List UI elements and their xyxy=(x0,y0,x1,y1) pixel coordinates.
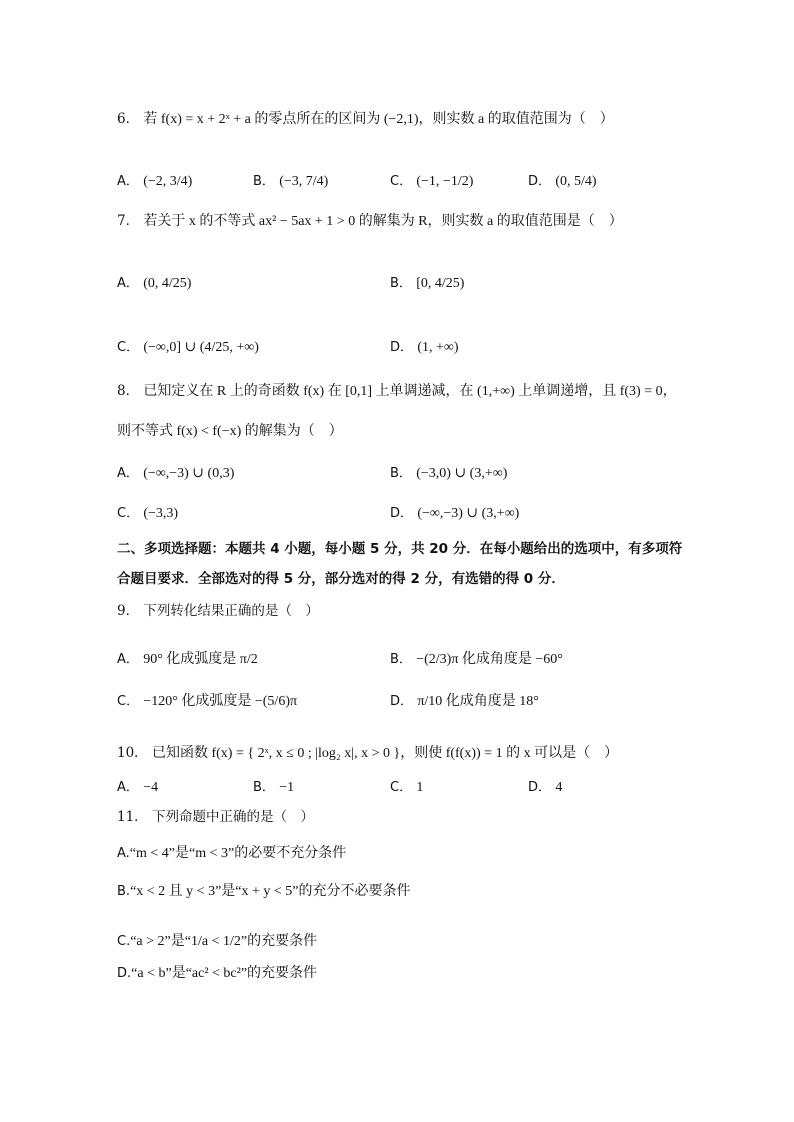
option-6a: A． (−2, 3/4) xyxy=(117,174,193,189)
option-7c: C． (−∞,0] ∪ (4/25, +∞) xyxy=(117,340,259,355)
question-6 xyxy=(117,108,687,131)
question-stem: 若 f(x) = x + 2ˣ + a 的零点所在的区间为 (−2,1)，则实数 a 的取值范围为（ ） xyxy=(143,112,614,127)
question-number: 8． xyxy=(117,383,140,399)
option-7a: A． (0, 4/25) xyxy=(117,276,192,291)
question-number: 7． xyxy=(117,213,140,229)
question-8 xyxy=(117,380,687,403)
question-number: 9． xyxy=(117,603,140,619)
option-6c: C． (−1, −1/2) xyxy=(390,174,474,189)
option-11a: A.“m < 4”是“m < 3”的必要不充分条件 xyxy=(117,846,347,861)
option-6b: B． (−3, 7/4) xyxy=(253,174,329,189)
question-stem: 已知函数 f(x) = { 2ˣ, x ≤ 0 ; |log₂ x|, x > 0 }，则使 f(f(x)) = 1 的 x 可以是（ ） xyxy=(151,746,619,761)
question-stem-continued: 则不等式 f(x) < f(−x) 的解集为（ ） xyxy=(117,424,343,439)
option-10c: C． 1 xyxy=(390,780,424,795)
option-11c: C.“a > 2”是“1/a < 1/2”的充要条件 xyxy=(117,934,318,949)
option-9b: B． −(2/3)π 化成角度是 −60° xyxy=(390,652,563,667)
question-stem: 下列命题中正确的是（ ） xyxy=(151,809,314,825)
question-stem: 已知定义在 R 上的奇函数 f(x) 在 [0,1] 上单调递减，在 (1,+∞) 上单调递增，且 f(3) = 0， xyxy=(143,384,677,399)
option-10d: D． 4 xyxy=(528,780,563,795)
option-9d: D． π/10 化成角度是 18° xyxy=(390,694,539,709)
question-9 xyxy=(117,600,687,622)
option-10b: B． −1 xyxy=(253,780,295,795)
option-8d: D． (−∞,−3) ∪ (3,+∞) xyxy=(390,506,520,521)
option-8b: B． (−3,0) ∪ (3,+∞) xyxy=(390,466,508,481)
question-number: 10． xyxy=(117,745,148,761)
question-10 xyxy=(117,742,687,765)
option-8a: A． (−∞,−3) ∪ (0,3) xyxy=(117,466,235,481)
option-9a: A． 90° 化成弧度是 π/2 xyxy=(117,652,258,667)
question-stem: 若关于 x 的不等式 ax² − 5ax + 1 > 0 的解集为 R，则实数 a 的取值范围是（ ） xyxy=(143,214,623,229)
option-10a: A． −4 xyxy=(117,780,159,795)
question-number: 11． xyxy=(117,809,148,825)
option-11b: B.“x < 2 且 y < 3”是“x + y < 5”的充分不必要条件 xyxy=(117,884,411,899)
option-9c: C． −120° 化成弧度是 −(5/6)π xyxy=(117,694,298,709)
section-heading-line2: 合题目要求．全部选对的得 5 分，部分选对的得 2 分，有选错的得 0 分． xyxy=(117,571,565,587)
option-11d: D.“a < b”是“ac² < bc²”的充要条件 xyxy=(117,966,318,981)
question-7 xyxy=(117,210,687,233)
section-heading-line1: 二、多项选择题：本题共 4 小题，每小题 5 分，共 20 分．在每小题给出的选项中，有多项符 xyxy=(117,541,683,557)
option-6d: D． (0, 5/4) xyxy=(528,174,597,189)
option-7b: B． [0, 4/25) xyxy=(390,276,465,291)
question-stem: 下列转化结果正确的是（ ） xyxy=(143,603,319,619)
option-7d: D． (1, +∞) xyxy=(390,340,459,355)
question-number: 6． xyxy=(117,111,140,127)
question-8-line2 xyxy=(117,420,687,443)
option-8c: C． (−3,3) xyxy=(117,506,179,521)
question-11 xyxy=(117,806,687,828)
